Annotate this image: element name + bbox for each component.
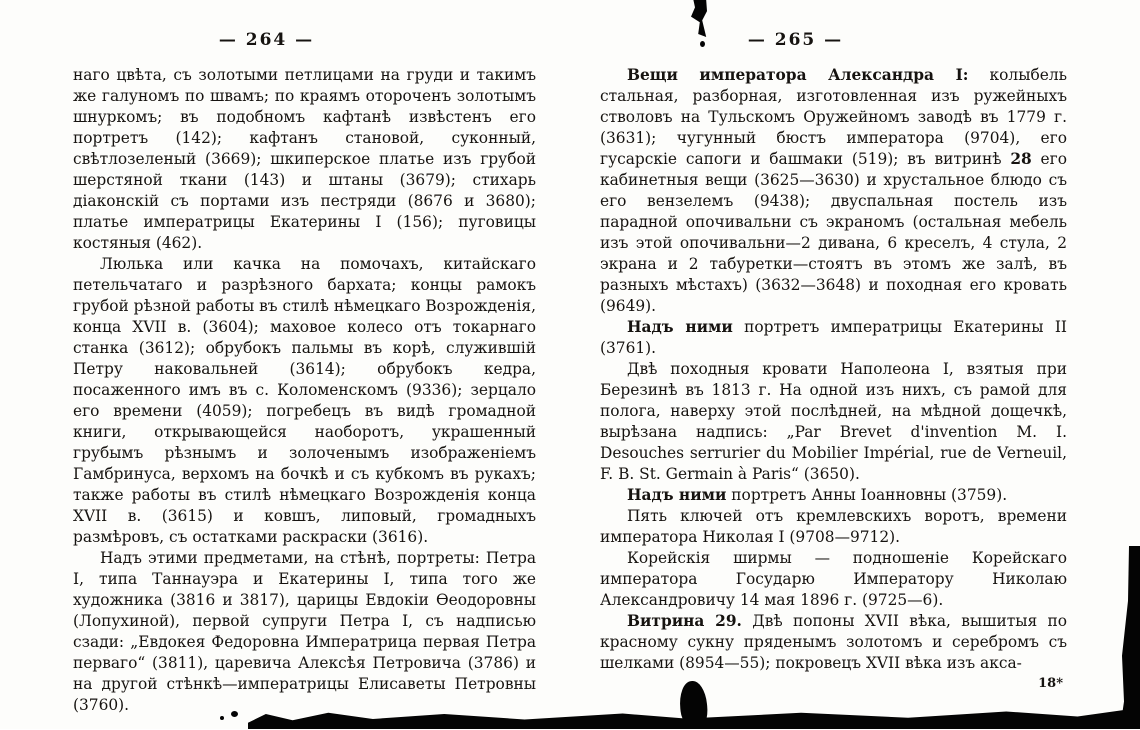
scan-artifact-speck [220,716,224,720]
page-265-text [600,65,1067,674]
paragraph [600,506,1067,548]
page-264 [73,30,536,716]
scan-artifact-right-strip [1120,546,1140,729]
paragraph-text: колыбель стальная, разборная, изготовленная изъ ружейныхъ стволовъ на Тульскомъ Оружейномъ заводѣ въ 1779 г. (3631); чугунный бюстъ императора (9704), его гусарскіе сапоги и башмаки (519); въ витринѣ [600,66,1067,168]
page-number-right: — 265 — [747,30,844,50]
paragraph-lead: Надъ ними [627,486,727,504]
paragraph-text: Корейскія ширмы — подношеніе Корейскаго императора Государю Императору Николаю Александровичу 14 мая 1896 г. (9725—6). [600,549,1067,609]
page-265 [600,30,1067,691]
paragraph-text: Надъ этими предметами, на стѣнѣ, портреты: Петра I, типа Таннауэра и Екатерины I, типа того же художника (3816 и 3817), царицы Евдокіи Ѳеодоровны (Лопухиной), первой супруги Петра I, съ надписью сзади: „Евдокея Федоровна Императрица первая Петра перваго“ (3811), царевича Алексѣя Петровича (3786) и на другой стѣнкѣ—императрицы Елисаветы Петровны (3760). [73,549,536,714]
paragraph [600,548,1067,611]
paragraph-text: портретъ императрицы Екатерины II (3761). [600,318,1067,357]
paragraph [73,65,536,254]
paragraph-lead: Вещи императора Александра I: [627,66,969,84]
paragraph [600,65,1067,317]
paragraph-text: его кабинетныя вещи (3625—3630) и хрустальное блюдо съ его вензелемъ (9438); двуспальная постель изъ парадной опочивальни съ экраномъ (остальная мебель изъ этой опочивальни—2 дивана, 6 креселъ, 4 стула, 2 экрана и 2 табуретки—стоятъ въ этомъ же залѣ, въ разныхъ мѣстахъ) (3632—3648) и походная его кровать (9649). [600,150,1067,315]
page-number-left: — 264 — [218,30,315,50]
paragraph [600,317,1067,359]
paragraph-lead: Надъ ними [627,318,733,336]
paragraph [600,611,1067,674]
paragraph-text: портретъ Анны Іоанновны (3759). [726,486,1008,504]
paragraph-lead: Витрина 29. [627,612,742,630]
paragraph [600,485,1067,506]
paragraph [73,254,536,548]
paragraph-text: наго цвѣта, съ золотыми петлицами на груди и такимъ же галуномъ по швамъ; по краямъ отороченъ золотымъ шнуркомъ; въ подобномъ кафтанѣ извѣстенъ его портретъ (142); кафтанъ становой, суконный, свѣтлозеленый (3669); шкиперское платье изъ грубой шерстяной ткани (143) и штаны (3679); стихарь діаконскій съ портами изъ пестряди (8676 и 3680); платье императрицы Екатерины I (156); пуговицы костяныя (462). [73,66,536,252]
paragraph-text: Люлька или качка на помочахъ, китайскаго петельчатаго и разрѣзного бархата; концы рамокъ грубой рѣзной работы въ стилѣ нѣмецкаго Возрожденія, конца XVII в. (3604); маховое колесо отъ токарнаго станка (3612); обрубокъ пальмы въ корѣ, служившій Петру наковальней (3614); обрубокъ кедра, посаженного имъ въ с. Коломенскомъ (9336); зерцало его времени (4059); погребецъ въ видѣ громадной книги, открывающейся наоборотъ, украшенный грубымъ рѣзнымъ и золоченымъ изображеніемъ Гамбринуса, верхомъ на бочкѣ и съ кубкомъ въ рукахъ; также работы въ стилѣ нѣмецкаго Возрожденія конца XVII в. (3615) и ковшъ, липовый, громадныхъ размѣровъ, съ остатками раскраски (3616). [73,255,536,546]
paragraph-text: Двѣ попоны XVII вѣка, вышитыя по красному сукну пряденымъ золотомъ и серебромъ съ шелками (8954—55); покровецъ XVII вѣка изъ акса- [600,612,1067,672]
paragraph [73,548,536,716]
page-264-text [73,65,536,716]
paragraph-text: Двѣ походныя кровати Наполеона I, взятыя при Березинѣ въ 1813 г. На одной изъ нихъ, съ рамой для полога, наверху этой послѣдней, на мѣдной дощечкѣ, вырѣзана надпись: „Par Brevet d'invention M. I. Desouches serrurier du Mobilier Impérial, rue de Verneuil, F. B. St. Germain à Paris“ (3650). [600,360,1067,483]
scan-artifact-speck [700,41,705,47]
paragraph [600,359,1067,485]
paragraph-text: Пять ключей отъ кремлевскихъ воротъ, времени императора Николая I (9708—9712). [600,507,1067,546]
vitrine-number: 28 [1010,150,1032,168]
signature-mark: 18* [1038,676,1063,691]
scan-artifact-speck [231,711,238,717]
